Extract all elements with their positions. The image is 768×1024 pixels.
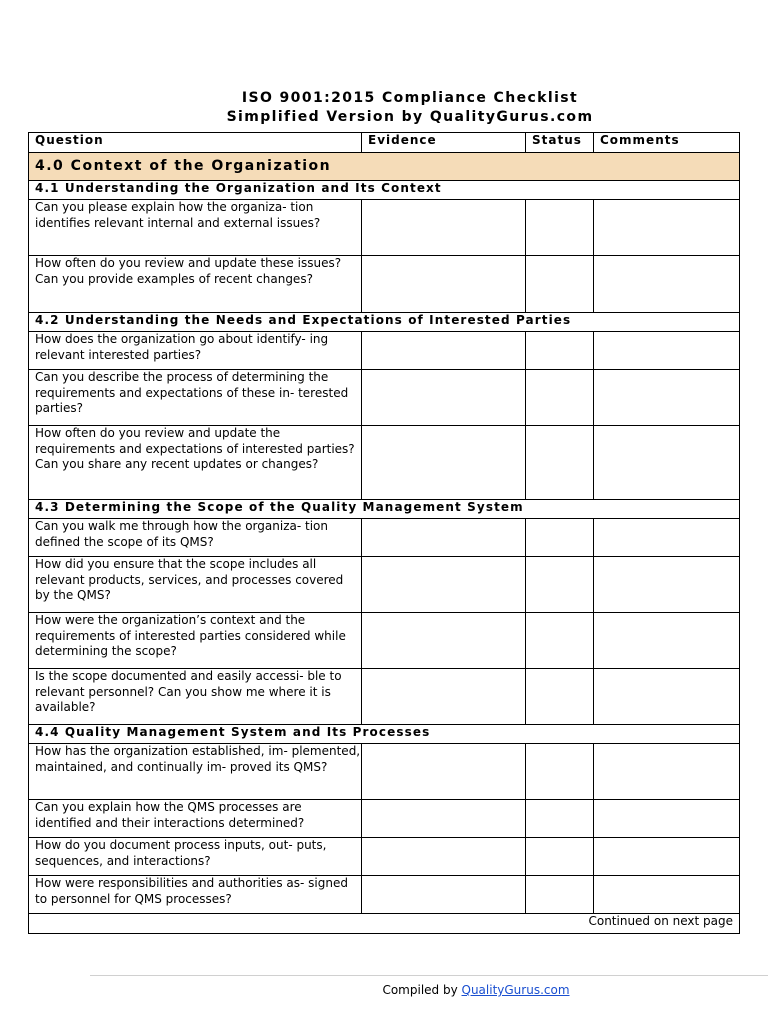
footer-prefix: Compiled by: [382, 983, 462, 997]
comments-cell[interactable]: [594, 256, 740, 313]
question-cell: Can you please explain how the organiza- tion identifies relevant internal and external issues?: [29, 200, 362, 256]
evidence-cell[interactable]: [362, 669, 526, 725]
question-cell: Can you describe the process of determining the requirements and expectations of these in- terested parties?: [29, 370, 362, 426]
subsection-row: [29, 313, 740, 332]
status-cell[interactable]: [526, 800, 594, 838]
comments-cell[interactable]: [594, 800, 740, 838]
evidence-cell[interactable]: [362, 557, 526, 613]
footer-link[interactable]: QualityGurus.com: [461, 983, 570, 997]
document-title: ISO 9001:2015 Compliance Checklist: [241, 90, 579, 106]
question-row: [29, 744, 740, 800]
compliance-checklist-table: [28, 132, 740, 934]
subsection-row: [29, 725, 740, 744]
question-row: [29, 838, 740, 876]
question-row: [29, 332, 740, 370]
question-row: [29, 613, 740, 669]
status-cell[interactable]: [526, 669, 594, 725]
column-header-status: Status: [526, 133, 594, 153]
comments-cell[interactable]: [594, 200, 740, 256]
question-cell: How does the organization go about identify- ing relevant interested parties?: [29, 332, 362, 370]
question-row: [29, 426, 740, 500]
comments-cell[interactable]: [594, 426, 740, 500]
question-row: [29, 557, 740, 613]
question-cell: Can you walk me through how the organiza- tion defined the scope of its QMS?: [29, 519, 362, 557]
status-cell[interactable]: [526, 613, 594, 669]
column-header-evidence: Evidence: [362, 133, 526, 153]
subsection-title: 4.2 Understanding the Needs and Expectations of Interested Parties: [29, 313, 740, 332]
subsection-title: 4.3 Determining the Scope of the Quality Management System: [29, 500, 740, 519]
question-row: [29, 876, 740, 914]
evidence-cell[interactable]: [362, 800, 526, 838]
question-cell: How often do you review and update these issues? Can you provide examples of recent changes?: [29, 256, 362, 313]
question-row: [29, 669, 740, 725]
status-cell[interactable]: [526, 876, 594, 914]
status-cell[interactable]: [526, 370, 594, 426]
question-cell: Is the scope documented and easily accessi- ble to relevant personnel? Can you show me where it is available?: [29, 669, 362, 725]
subsection-row: [29, 500, 740, 519]
question-row: [29, 519, 740, 557]
status-cell[interactable]: [526, 200, 594, 256]
evidence-cell[interactable]: [362, 256, 526, 313]
evidence-cell[interactable]: [362, 200, 526, 256]
evidence-cell[interactable]: [362, 876, 526, 914]
continued-row: [29, 914, 740, 934]
question-cell: How did you ensure that the scope includes all relevant products, services, and processes covered by the QMS?: [29, 557, 362, 613]
question-row: [29, 370, 740, 426]
question-cell: Can you explain how the QMS processes are identified and their interactions determined?: [29, 800, 362, 838]
comments-cell[interactable]: [594, 669, 740, 725]
evidence-cell[interactable]: [362, 370, 526, 426]
footer: [0, 983, 768, 997]
table-header-row: [29, 133, 740, 153]
evidence-cell[interactable]: [362, 332, 526, 370]
comments-cell[interactable]: [594, 744, 740, 800]
status-cell[interactable]: [526, 426, 594, 500]
status-cell[interactable]: [526, 838, 594, 876]
comments-cell[interactable]: [594, 613, 740, 669]
subsection-title: 4.1 Understanding the Organization and Its Context: [29, 181, 740, 200]
question-row: [29, 256, 740, 313]
question-row: [29, 200, 740, 256]
question-cell: How do you document process inputs, out- puts, sequences, and interactions?: [29, 838, 362, 876]
evidence-cell[interactable]: [362, 613, 526, 669]
comments-cell[interactable]: [594, 519, 740, 557]
question-cell: How were responsibilities and authorities as- signed to personnel for QMS processes?: [29, 876, 362, 914]
column-header-comments: Comments: [594, 133, 740, 153]
question-cell: How often do you review and update the requirements and expectations of interested parties? Can you share any recent updates or changes?: [29, 426, 362, 500]
comments-cell[interactable]: [594, 838, 740, 876]
comments-cell[interactable]: [594, 557, 740, 613]
status-cell[interactable]: [526, 744, 594, 800]
section-title: 4.0 Context of the Organization: [29, 153, 740, 181]
evidence-cell[interactable]: [362, 838, 526, 876]
question-row: [29, 800, 740, 838]
question-cell: How has the organization established, im- plemented, maintained, and continually im- proved its QMS?: [29, 744, 362, 800]
comments-cell[interactable]: [594, 876, 740, 914]
subsection-title: 4.4 Quality Management System and Its Processes: [29, 725, 740, 744]
status-cell[interactable]: [526, 332, 594, 370]
continued-note: Continued on next page: [29, 914, 740, 934]
evidence-cell[interactable]: [362, 744, 526, 800]
comments-cell[interactable]: [594, 332, 740, 370]
footer-divider: [90, 975, 768, 976]
status-cell[interactable]: [526, 519, 594, 557]
evidence-cell[interactable]: [362, 426, 526, 500]
status-cell[interactable]: [526, 256, 594, 313]
comments-cell[interactable]: [594, 370, 740, 426]
column-header-question: Question: [29, 133, 362, 153]
evidence-cell[interactable]: [362, 519, 526, 557]
status-cell[interactable]: [526, 557, 594, 613]
subsection-row: [29, 181, 740, 200]
section-row: [29, 153, 740, 181]
document-subtitle: Simplified Version by QualityGurus.com: [226, 109, 594, 125]
question-cell: How were the organization’s context and the requirements of interested parties considered while determining the scope?: [29, 613, 362, 669]
